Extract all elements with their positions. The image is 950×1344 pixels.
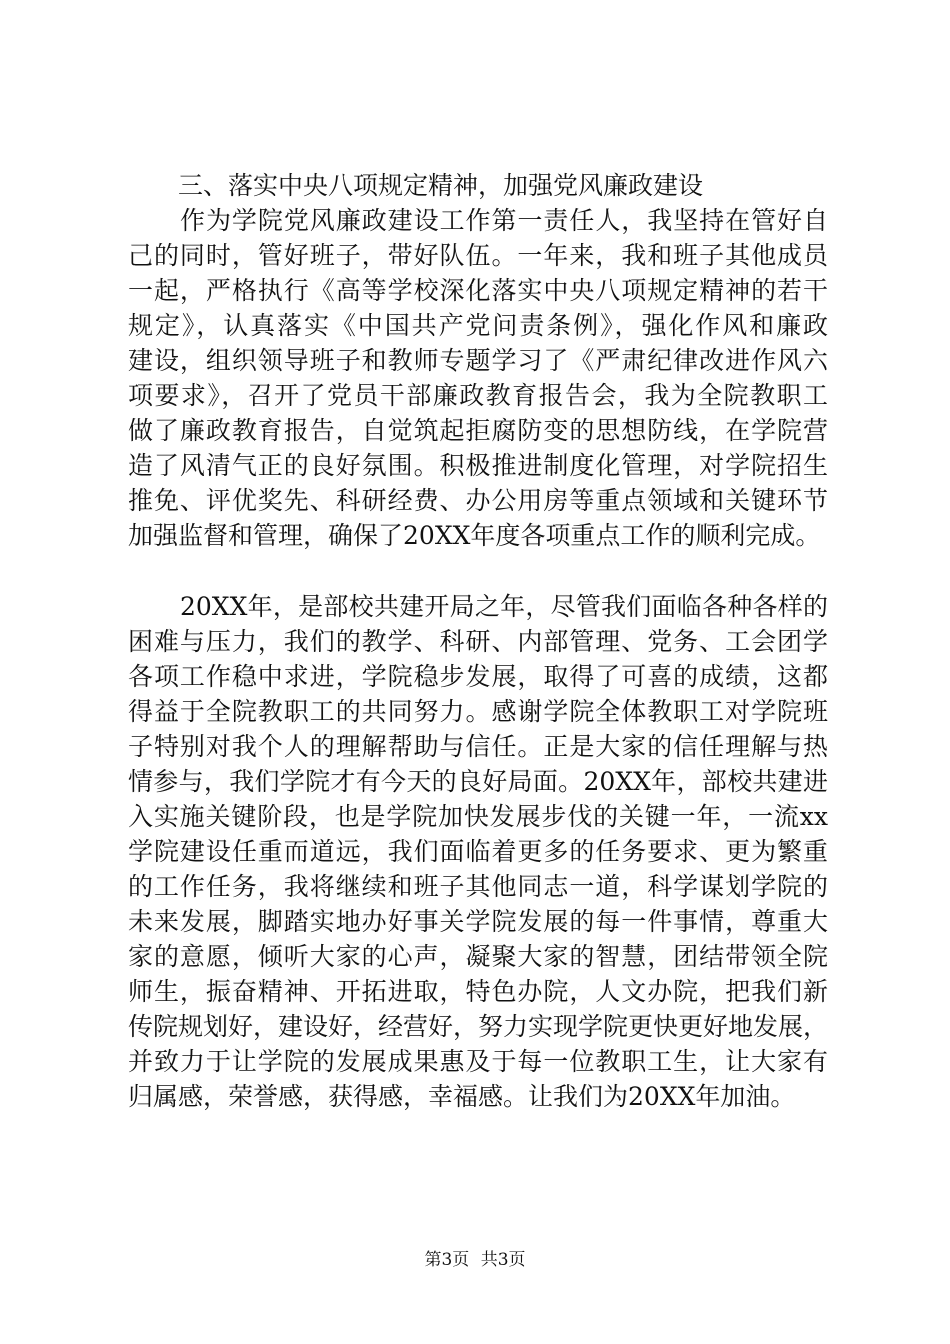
paragraph-line: 各项工作稳中求进，学院稳步发展，取得了可喜的成绩，这都 — [128, 662, 828, 691]
paragraph-line: 情参与，我们学院才有今天的良好局面。20XX年，部校共建进 — [128, 767, 828, 796]
paragraph-line: 建设，组织领导班子和教师专题学习了《严肃纪律改进作风六 — [128, 346, 828, 375]
paragraph-line: 入实施关键阶段，也是学院加快发展步伐的关键一年，一流xx — [128, 802, 828, 831]
paragraph-line: 传院规划好，建设好，经营好，努力实现学院更快更好地发展， — [128, 1012, 829, 1041]
paragraph-line: 项要求》，召开了党员干部廉政教育报告会，我为全院教职工 — [128, 381, 828, 410]
paragraph-line: 困难与压力，我们的教学、科研、内部管理、党务、工会团学 — [128, 627, 828, 656]
paragraph-line: 推免、评优奖先、科研经费、办公用房等重点领域和关键环节 — [128, 486, 828, 515]
paragraph-line: 一起，严格执行《高等学校深化落实中央八项规定精神的若干 — [128, 276, 828, 305]
paragraph-line: 己的同时，管好班子，带好队伍。一年来，我和班子其他成员 — [128, 241, 828, 270]
page-total: 共3页 — [480, 1250, 526, 1270]
paragraph-line: 加强监督和管理，确保了20XX年度各项重点工作的顺利完成。 — [128, 521, 821, 550]
paragraph-line: 家的意愿，倾听大家的心声，凝聚大家的智慧，团结带领全院 — [128, 942, 828, 971]
paragraph-line: 得益于全院教职工的共同努力。感谢学院全体教职工对学院班 — [128, 697, 828, 726]
paragraph-line: 未来发展，脚踏实地办好事关学院发展的每一件事情，尊重大 — [128, 907, 828, 936]
paragraph-1 — [128, 203, 828, 553]
paragraph-line: 的工作任务，我将继续和班子其他同志一道，科学谋划学院的 — [128, 872, 828, 901]
page-footer — [0, 1249, 950, 1271]
paragraph-line: 造了风清气正的良好氛围。积极推进制度化管理，对学院招生 — [128, 451, 828, 480]
section-heading: 三、落实中央八项规定精神，加强党风廉政建设 — [178, 171, 704, 200]
paragraph-line: 归属感，荣誉感，获得感，幸福感。让我们为20XX年加油。 — [128, 1082, 796, 1111]
paragraph-line: 做了廉政教育报告，自觉筑起拒腐防变的思想防线，在学院营 — [128, 416, 828, 445]
paragraph-line: 作为学院党风廉政建设工作第一责任人，我坚持在管好自 — [180, 206, 828, 235]
paragraph-line: 规定》，认真落实《中国共产党问责条例》，强化作风和廉政 — [128, 311, 828, 340]
page-number: 第3页 — [424, 1250, 470, 1270]
paragraph-line: 子特别对我个人的理解帮助与信任。正是大家的信任理解与热 — [128, 732, 828, 761]
paragraph-line: 学院建设任重而道远，我们面临着更多的任务要求、更为繁重 — [128, 837, 828, 866]
paragraph-line: 师生，振奋精神、开拓进取，特色办院，人文办院，把我们新 — [128, 977, 828, 1006]
paragraph-2 — [128, 589, 828, 1114]
paragraph-line: 20XX年，是部校共建开局之年，尽管我们面临各种各样的 — [180, 592, 828, 621]
document-body — [128, 168, 828, 1114]
paragraph-line: 并致力于让学院的发展成果惠及于每一位教职工生，让大家有 — [128, 1047, 828, 1076]
paragraph-gap — [128, 553, 828, 589]
